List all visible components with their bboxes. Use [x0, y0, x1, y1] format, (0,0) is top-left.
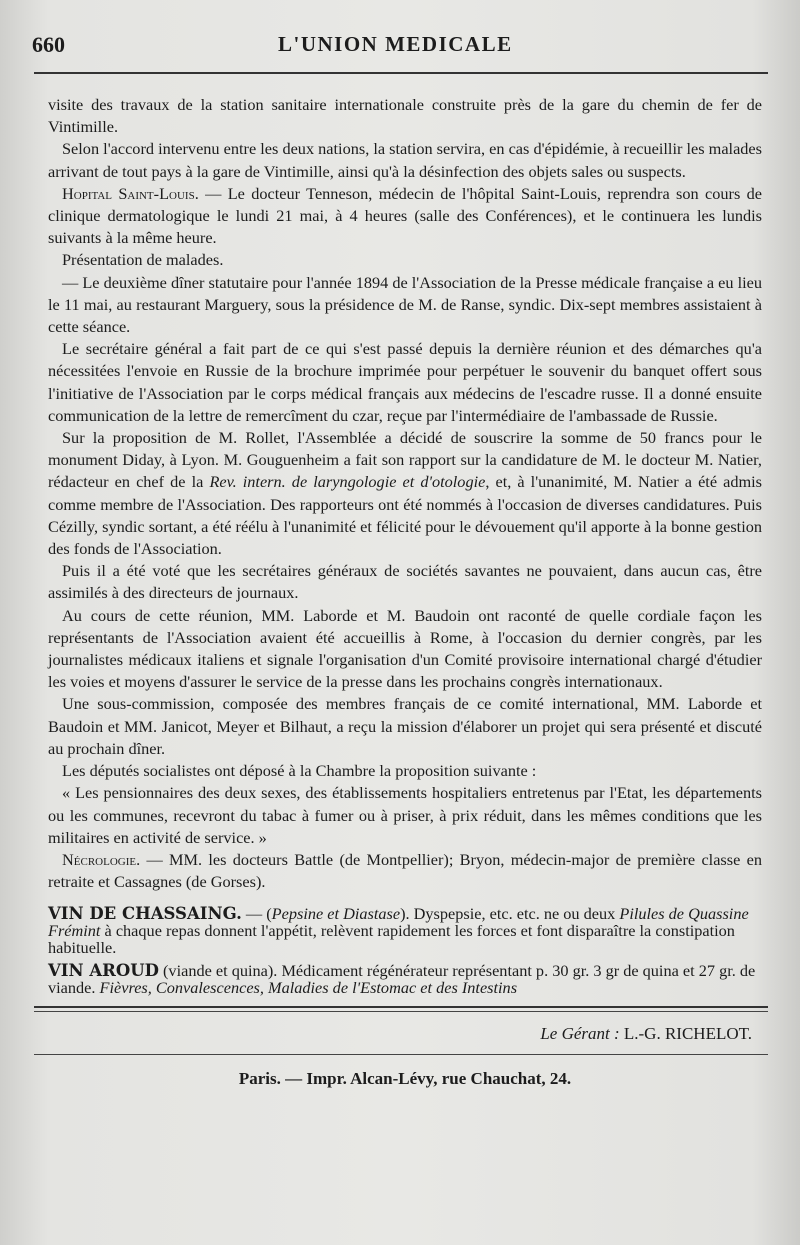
page-header — [32, 28, 762, 72]
gerant-name: L.-G. RICHELOT. — [623, 1024, 752, 1044]
footer-rule-bottom — [34, 1054, 768, 1055]
paragraph — [48, 605, 762, 694]
paragraph — [48, 782, 762, 849]
article-body — [48, 94, 762, 893]
page-number: 660 — [32, 32, 65, 57]
text-run: Rev. intern. de laryngologie et d'otologie — [209, 472, 486, 492]
text-run: ). Dyspepsie, etc. etc. ne ou deux — [400, 904, 620, 924]
text-run: Présentation de malades. — [62, 250, 224, 270]
paragraph — [48, 427, 762, 560]
paragraph — [48, 338, 762, 427]
text-run: , et, à l'unanimité, M. Natier a été admis comme membre de l'Association. Des rapporteurs ont été nommés à l'occasion de diverses candidatures. Puis Cézilly, syndic sortant, a été réélu à l'unanimité et félicité pour le dévouement qu'il apporte à la bonne gestion des fonds de l'Association. — [48, 472, 763, 559]
text-run: — Le deuxième dîner statutaire pour l'année 1894 de l'Association de la Presse médicale française a eu lieu le 11 mai, au restaurant Marguery, sous la présidence de M. de Ranse, syndic. Dix-sept membres assistaient à cette séance. — [48, 272, 762, 337]
gerant-label: Le Gérant : — [540, 1024, 620, 1044]
gerant-signature — [48, 1024, 752, 1044]
paragraph — [48, 693, 762, 760]
paragraph — [48, 560, 762, 604]
paragraph — [48, 94, 762, 138]
advertisement — [48, 962, 762, 996]
advertisement — [48, 905, 762, 956]
text-run: « Les pensionnaires des deux sexes, des établissements hospitaliers entretenus par l'Etat, les départements ou les communes, recevront du tabac à fumer ou à priser, à prix réduit, dans les mêmes conditions que les militaires en activité de service. » — [48, 783, 762, 847]
footer-rule — [34, 1006, 768, 1008]
text-run: Pilules de Quassine Frémint — [48, 904, 749, 941]
footer-rule-thin — [34, 1011, 768, 1012]
text-run: visite des travaux de la station sanitaire internationale construite près de la gare du chemin de fer de Vintimille. — [48, 95, 762, 137]
text-run: Le secrétaire général a fait part de ce qui s'est passé depuis la dernière réunion et des démarches qu'a nécessitées l'envoie en Russie de la brochure imprimée pour perpétuer le souvenir du banquet offert sous l'initiative de l'Association par le corps médical français aux médecins de l'escadre russe. Il a donné ensuite communication de la lettre de remercîment du czar, reçue par l'intermédiaire de l'ambassade de Russie. — [48, 339, 762, 425]
journal-title: L'UNION MEDICALE — [278, 32, 513, 56]
paragraph — [48, 249, 762, 271]
ad-title: VIN DE CHASSAING. — [48, 904, 242, 924]
text-run: à chaque repas donnent l'appétit, relèvent rapidement les forces et font disparaître la constipation habituelle. — [48, 921, 735, 958]
text-run: Une sous-commission, composée des membres français de ce comité international, MM. Laborde et Baudoin et MM. Janicot, Meyer et Bilhaut, a reçu la mission d'élaborer un projet qui sera présenté et discuté au prochain dîner. — [48, 694, 762, 758]
text-run: Puis il a été voté que les secrétaires généraux de sociétés savantes ne pouvaient, dans aucun cas, être assimilés à des directeurs de journaux. — [48, 561, 762, 603]
printer-line: Paris. — Impr. Alcan-Lévy, rue Chauchat, 24. — [238, 1069, 572, 1089]
section-heading: Nécrologie. — [62, 849, 141, 869]
text-run: — MM. les docteurs Battle (de Montpellier); Bryon, médecin-major de première classe en retraite et Cassagnes (de Gorses). — [48, 849, 762, 892]
text-run: (viande et quina). Médicament régénérateur représentant p. 30 gr. 3 gr de quina et 27 gr. de viande. — [48, 961, 756, 998]
text-run: Selon l'accord intervenu entre les deux nations, la station servira, en cas d'épidémie, à recueillir les malades arrivant de tout pays à la gare de Vintimille, ainsi qu'à la désinfection des objets sales ou suspects. — [48, 139, 762, 181]
text-run: Sur la proposition de M. Rollet, l'Assemblée a décidé de souscrire la somme de 50 francs pour le monument Diday, à Lyon. M. Gouguenheim a fait son rapport sur la candidature de M. le docteur M. Natier, rédacteur en chef de la — [48, 428, 762, 492]
section-heading: Hopital Saint-Louis. — [62, 183, 199, 203]
paragraph — [48, 138, 762, 182]
paragraph — [48, 183, 762, 250]
text-run: Les députés socialistes ont déposé à la Chambre la proposition suivante : — [62, 761, 537, 781]
paragraph — [48, 760, 762, 782]
text-run: Au cours de cette réunion, MM. Laborde et M. Baudoin ont raconté de quelle cordiale façon les représentants de l'Association avaient été accueillis à Rome, à l'occasion du dernier congrès, par les journalistes médicaux italiens et signale l'organisation d'un Comité provisoire international chargé d'étudier les voies et moyens d'assurer le service de la presse dans les prochains congrès internationaux. — [48, 605, 762, 692]
ad-title: VIN AROUD — [48, 961, 159, 981]
paragraph — [48, 849, 762, 893]
text-run: Pepsine et Diastase — [271, 904, 401, 924]
header-rule — [34, 72, 768, 74]
text-run: — ( — [241, 904, 272, 924]
paragraph — [48, 272, 762, 339]
text-run: Fièvres, Convalescences, Maladies de l'Estomac et des Intestins — [99, 978, 518, 998]
advertisements — [48, 905, 762, 996]
text-run: — Le docteur Tenneson, médecin de l'hôpital Saint-Louis, reprendra son cours de clinique dermatologique le lundi 21 mai, à 4 heures (salle des Conférences), et le continuera les lundis suivants à la même heure. — [48, 183, 762, 248]
